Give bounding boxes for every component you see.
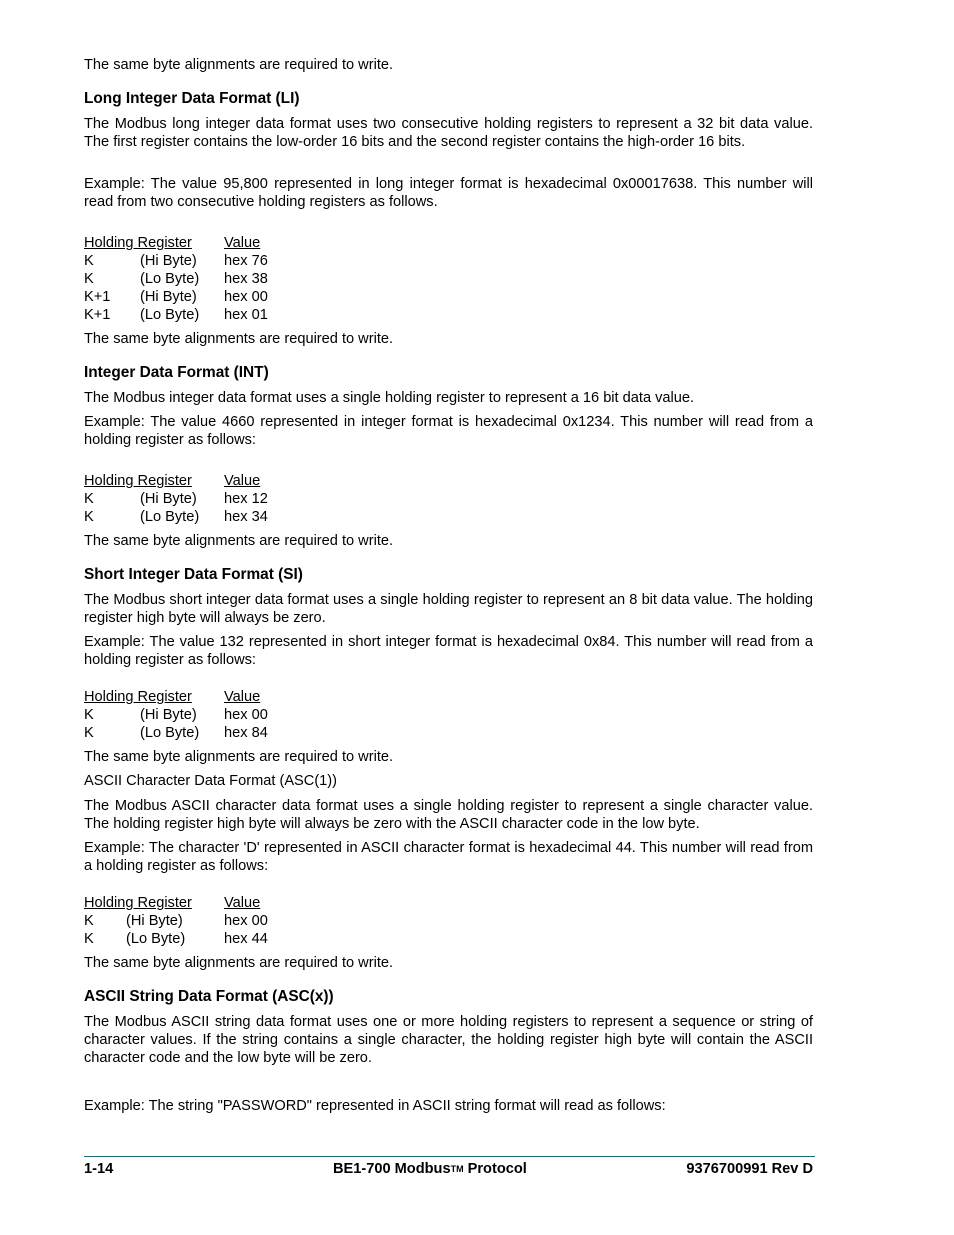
value-cell: hex 01	[224, 307, 268, 323]
byte-cell: (Hi Byte)	[140, 707, 197, 723]
int-heading: Integer Data Format (INT)	[84, 364, 269, 381]
int-example: Example: The value 4660 represented in integer format is hexadecimal 0x1234. This number will read from a holding register as follows:	[84, 414, 813, 448]
byte-cell: (Lo Byte)	[140, 509, 200, 525]
ascx-description: The Modbus ASCII string data format uses one or more holding registers to represent a sequence or string of character values. If the string contains a single character, the holding register high byte will contain the ASCII character code and the low byte will be zero.	[84, 1014, 813, 1066]
register-cell: K	[84, 707, 94, 723]
register-cell: K	[84, 253, 94, 269]
si-heading: Short Integer Data Format (SI)	[84, 566, 303, 583]
byte-cell: (Hi Byte)	[126, 913, 183, 929]
holding-register-header: Holding Register	[84, 689, 192, 705]
value-cell: hex 00	[224, 913, 268, 929]
register-cell: K+1	[84, 307, 111, 323]
value-cell: hex 76	[224, 253, 268, 269]
byte-cell: (Lo Byte)	[140, 725, 200, 741]
li-heading: Long Integer Data Format (LI)	[84, 90, 300, 107]
li-example: Example: The value 95,800 represented in long integer format is hexadecimal 0x00017638. This number will read from two consecutive holding registers as follows.	[84, 176, 813, 210]
asc1-description: The Modbus ASCII character data format uses a single holding register to represent a single character value. The holding register high byte will always be zero with the ASCII character code in the low byte.	[84, 798, 813, 832]
int-description: The Modbus integer data format uses a single holding register to represent a 16 bit data value.	[84, 390, 695, 406]
byte-cell: (Lo Byte)	[140, 307, 200, 323]
register-cell: K	[84, 931, 94, 947]
value-cell: hex 12	[224, 491, 268, 507]
document-title	[333, 1160, 527, 1178]
byte-cell: (Hi Byte)	[140, 289, 197, 305]
holding-register-header: Holding Register	[84, 895, 192, 911]
register-cell: K	[84, 271, 94, 287]
document-title-suffix: Protocol	[463, 1161, 527, 1177]
page-number: 1-14	[84, 1161, 114, 1177]
value-cell: hex 34	[224, 509, 268, 525]
li-description: The Modbus long integer data format uses two consecutive holding registers to represent a 32 bit data value. The first register contains the low-order 16 bits and the second register contains the high-order 16 bits.	[84, 116, 813, 150]
register-cell: K+1	[84, 289, 111, 305]
ascx-heading: ASCII String Data Format (ASC(x))	[84, 988, 334, 1005]
document-number: 9376700991 Rev D	[686, 1161, 813, 1177]
intro-note: The same byte alignments are required to write.	[84, 57, 394, 73]
si-write-note: The same byte alignments are required to write.	[84, 749, 394, 765]
value-cell: hex 38	[224, 271, 268, 287]
document-title-text: BE1-700 Modbus	[333, 1161, 451, 1177]
register-cell: K	[84, 491, 94, 507]
byte-cell: (Hi Byte)	[140, 253, 197, 269]
byte-cell: (Lo Byte)	[140, 271, 200, 287]
value-cell: hex 00	[224, 707, 268, 723]
asc1-example: Example: The character 'D' represented in ASCII character format is hexadecimal 44. This number will read from a holding register as follows:	[84, 840, 813, 874]
value-header: Value	[224, 473, 261, 489]
asc1-write-note: The same byte alignments are required to write.	[84, 955, 394, 971]
register-cell: K	[84, 725, 94, 741]
si-description: The Modbus short integer data format uses a single holding register to represent an 8 bit data value. The holding register high byte will always be zero.	[84, 592, 813, 626]
value-cell: hex 00	[224, 289, 268, 305]
holding-register-header: Holding Register	[84, 235, 192, 251]
byte-cell: (Lo Byte)	[126, 931, 186, 947]
int-write-note: The same byte alignments are required to write.	[84, 533, 394, 549]
register-cell: K	[84, 913, 94, 929]
ascx-example: Example: The string "PASSWORD" represented in ASCII string format will read as follows:	[84, 1098, 666, 1114]
trademark-mark: TM	[450, 1164, 464, 1174]
byte-cell: (Hi Byte)	[140, 491, 197, 507]
value-header: Value	[224, 689, 261, 705]
value-header: Value	[224, 895, 261, 911]
value-cell: hex 84	[224, 725, 268, 741]
value-header: Value	[224, 235, 261, 251]
holding-register-header: Holding Register	[84, 473, 192, 489]
asc1-heading: ASCII Character Data Format (ASC(1))	[84, 773, 338, 789]
li-write-note: The same byte alignments are required to write.	[84, 331, 394, 347]
footer-divider	[84, 1156, 815, 1157]
value-cell: hex 44	[224, 931, 268, 947]
si-example: Example: The value 132 represented in short integer format is hexadecimal 0x84. This number will read from a holding register as follows:	[84, 634, 813, 668]
register-cell: K	[84, 509, 94, 525]
